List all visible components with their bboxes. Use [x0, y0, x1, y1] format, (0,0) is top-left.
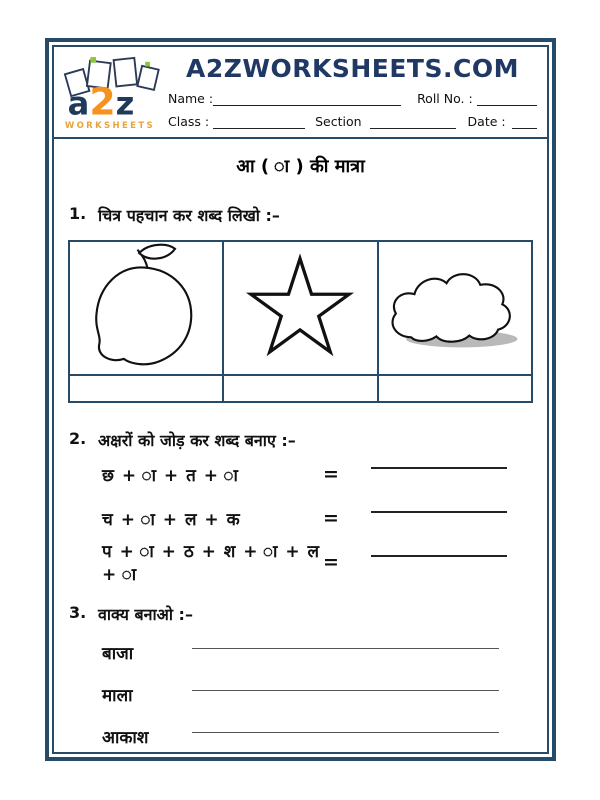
- sentence-row-3: [64, 715, 537, 754]
- answer-blank-line: [371, 555, 507, 557]
- sentence-row-1: [64, 631, 537, 673]
- date-blank: [512, 115, 537, 129]
- mango-image-cell: [69, 241, 223, 375]
- a2z-logo: [62, 51, 166, 135]
- equals-sign: =: [323, 463, 339, 485]
- roll-label: Roll No. :: [417, 91, 473, 106]
- letter-expression: छ + ा + त + ा: [102, 465, 239, 486]
- join-letters-row-3: [64, 541, 537, 583]
- mango-icon: [76, 242, 216, 370]
- question-3: [64, 603, 537, 625]
- worksheet-body: [54, 154, 547, 754]
- class-blank: [213, 115, 305, 129]
- sentence-blank-line: [192, 690, 499, 691]
- header-right: [166, 51, 537, 135]
- cloud-image-cell: [378, 241, 532, 375]
- question-3-text: वाक्य बनाओ :–: [98, 605, 193, 624]
- sentence-word: माला: [102, 685, 133, 706]
- name-blank: [213, 92, 401, 106]
- letter-expression: च + ा + ल + क: [102, 509, 241, 530]
- mango-answer-cell: [69, 375, 223, 402]
- a2z-logo-icon: [62, 51, 166, 135]
- section-label: Section: [315, 114, 362, 129]
- section-blank: [370, 115, 456, 129]
- question-3-number: 3.: [69, 603, 87, 622]
- class-label: Class :: [168, 114, 210, 129]
- logo-subtitle: WORKSHEETS: [64, 120, 155, 131]
- header: [54, 47, 547, 139]
- star-icon: [225, 242, 375, 370]
- equals-sign: =: [323, 507, 339, 529]
- sentence-blank-line: [192, 648, 499, 649]
- question-2: [64, 429, 537, 451]
- name-label: Name :: [168, 91, 214, 106]
- letter-expression: प + ा + ठ + श + ा + ल + ा: [102, 542, 321, 585]
- equals-sign: =: [323, 551, 339, 573]
- cloud-icon: [379, 254, 531, 358]
- question-2-text: अक्षरों को जोड़ कर शब्द बनाए :–: [98, 431, 296, 450]
- answer-blank-line: [371, 511, 507, 513]
- question-1-number: 1.: [69, 204, 87, 223]
- picture-table: [68, 240, 533, 403]
- sentence-row-2: [64, 673, 537, 715]
- site-title: A2ZWORKSHEETS.COM: [186, 54, 519, 83]
- question-1-text: चित्र पहचान कर शब्द लिखो :–: [98, 206, 280, 225]
- sentence-blank-line: [192, 732, 499, 733]
- question-2-number: 2.: [69, 429, 87, 448]
- page-frame-inner: [52, 45, 549, 754]
- sentence-word: आकाश: [102, 727, 149, 748]
- answer-blank-line: [371, 467, 507, 469]
- star-image-cell: [223, 241, 377, 375]
- class-section-date-row: [168, 114, 537, 129]
- star-answer-cell: [223, 375, 377, 402]
- name-roll-row: [168, 91, 537, 106]
- worksheet-title: आ ( ा ) की मात्रा: [236, 156, 365, 177]
- question-1: [64, 204, 537, 226]
- join-letters-row-2: [64, 497, 537, 539]
- cloud-answer-cell: [378, 375, 532, 402]
- picture-row: [69, 241, 532, 375]
- logo-a2z-text: a2z: [67, 79, 135, 124]
- date-label: Date :: [467, 114, 506, 129]
- answer-row: [69, 375, 532, 402]
- page-frame: [45, 38, 556, 761]
- sentence-word: बाजा: [102, 643, 134, 664]
- join-letters-row-1: [64, 453, 537, 495]
- roll-blank: [477, 92, 537, 106]
